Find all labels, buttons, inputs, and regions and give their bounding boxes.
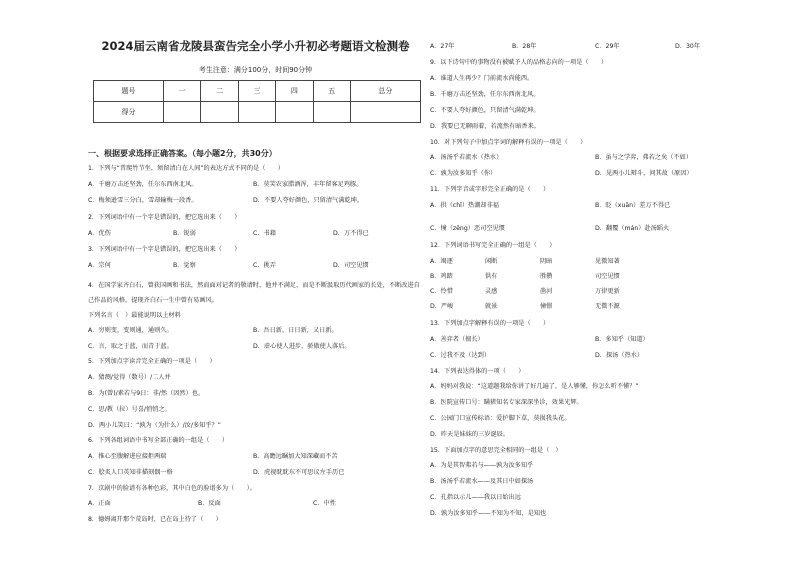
q12-cell: A．竭逐 [430,258,453,265]
q3-option: A．宗何 [88,262,111,269]
q12-cell: B．鸡踏 [430,273,453,280]
q1-option-a: A．千磨万击还坚劲，任尔东西南北风。 [88,181,198,188]
q6-option: B．高瞻远瞩加大知深藏而不苦 [253,453,338,460]
score-cell[interactable] [313,102,350,123]
question-5: 5．下列加点字读音完全正确的一项是（ ） [88,358,216,365]
question-10: 10．对下列句子中加点字词的解释有误的一项是（ ） [430,139,587,146]
q4-option: A．穷则变，变则通，通则久。 [88,327,173,334]
question-9: 9．以下诗句中的事物没有被赋予人的品格志向的一项是（ ） [430,59,608,66]
q8-option: C．29年 [595,43,620,50]
q13-option: B．多知乎（知道） [595,336,649,343]
q11-option: B．眨（xuān）差万不得已 [595,202,671,209]
score-header-cell: 五 [313,81,350,102]
q4-option: B．吾日新，日日新，又日新。 [253,327,338,334]
score-cell[interactable] [238,102,275,123]
q2-option: B．锐弱 [173,230,196,237]
question-11: 11．下列字音或字形完全正确的是（ ） [430,186,550,193]
q6-option: A．推心至腹解进应接拒两瑞 [88,453,167,460]
question-3: 3．下列词语中有一个字是错误的，把它选出来（ ） [88,246,241,253]
q4-option: C．言，取之于蓝，而青于蓝。 [88,343,173,350]
q12-cell: 闲断 [485,258,498,265]
q6-option: D．虎视眈眈东不可思议左手历已 [253,469,345,476]
q4-prompt: 下列名言（ ）最能说明以上材料 [88,312,181,319]
q1-option-d: D．不要人夸好颜色，只留清气满乾坤。 [253,197,363,204]
q3-option: D．司空见惯 [333,262,369,269]
q7-option: A．正面 [88,500,111,507]
page-title: 2024届云南省龙陵县蛮告完全小学小升初必考题语文检测卷 [101,39,410,53]
q12-cell: 供有 [485,273,498,280]
q12-cell: 无微不源 [595,303,620,310]
score-header-cell: 二 [201,81,238,102]
q13-option: C．过我不及（达到） [430,352,491,359]
score-row-label: 得分 [94,102,164,123]
question-15: 15．下面加点字的意思完全相同的一组是（ ） [430,447,562,454]
q14-option-d: D．昨天是妹妹的三岁诞辰。 [430,431,510,438]
score-cell[interactable] [276,102,313,123]
q12-cell: 万律更新 [595,288,620,295]
q8-option: D．30年 [675,43,701,50]
question-12: 12．下列词语书写完全正确的一组是（ ） [430,242,556,249]
q1-option-b: B．莫笑农家腊酒浑，丰年留客足鸡豚。 [253,181,363,188]
q12-cell: D．严峻 [430,303,454,310]
q9-option-b: B．千磨万击还坚劲，任尔东西南北风。 [430,91,540,98]
q12-cell: 司空见惯 [595,273,620,280]
score-header-cell: 总分 [350,81,420,102]
q5-option-d: D．两小儿笑曰：“孰为（为什么）/汝/多知乎？” [88,422,221,429]
q10-option: B．虽与之学弈，弗若之矣（不如） [595,154,693,161]
q5-option-a: A．猜测/觉得（数号）/二人并 [88,374,171,381]
q12-cell: 凿河 [540,288,553,295]
q11-option: A．拱（chǐ）热潮却非福 [430,202,499,209]
q10-option: A．汤汤乎若流水（热水） [430,154,503,161]
q13-option: A．善弈者（擅长） [430,336,484,343]
question-8: 8．德姆离开那个荒岛时，已在岛上待了（ ） [88,516,222,523]
exam-notice: 考生注意：满分100分，时间90分钟 [198,66,313,74]
q7-option: C．中性 [313,500,336,507]
question-7: 7．京剧中的脸谱有各种色彩，其中白色的脸谱多为（ ）。 [88,485,256,492]
q15-option-c: C．孔指以示儿——我以日始出远 [430,494,521,501]
q10-option: D．见两小儿辩斗，问其故（原因） [595,170,693,177]
q12-cell: 胜攒 [540,273,553,280]
score-header-row [94,81,421,102]
section-heading: 一、根据要求选择正确答案。（每小题2分，共30分） [88,149,277,158]
question-13: 13．下列加点字解释有误的一项是（ ） [430,320,550,327]
q2-option: D．万不得已 [333,230,369,237]
q12-cell: 阴暗 [540,258,553,265]
q2-option: C．书籍 [253,230,276,237]
q11-option: D．翻覆（mán）赴汤蹈火 [595,225,670,232]
q5-option-c: C．思/教（拉）号喜/悄悄之。 [88,406,171,413]
score-table [93,80,421,123]
score-header-cell: 题号 [94,81,164,102]
question-4: 4．在国学家齐白石，曾获国画和书法，然而面对记者的敬请时，他并不满足，而是不断汲取历代画家的长处，不断改进自己作品的风格。提现齐白石一生中曾有易画风。 [88,282,420,304]
score-row [94,102,421,123]
question-14: 14．下列表达得体的一项（ ） [430,368,525,375]
score-cell[interactable] [350,102,420,123]
q12-cell: C．怜惜 [430,288,453,295]
q6-option: C．脍炙人口英知非描刻偶一格 [88,469,173,476]
q11-option: C．憧（zēng）恶司空见惯 [430,225,505,232]
q9-option-d: D．我要已无聊雨着，若流然有暗香来。 [430,123,540,130]
q15-option-d: D．孰为汝多知乎——不知为不知，是知也 [430,510,547,517]
q4-option: D．虚心使人进步，骄傲使人落后。 [253,343,351,350]
score-header-cell: 四 [276,81,313,102]
q13-option: D．探汤（热水） [595,352,644,359]
q2-option: A．优伤 [88,230,111,237]
score-header-cell: 三 [238,81,275,102]
score-cell[interactable] [164,102,201,123]
q12-cell: 灵感 [485,288,498,295]
q12-cell: 见微知著 [595,258,620,265]
q3-option: C．挑弄 [253,262,276,269]
question-6: 6．下列各组词语中书写全部正确的一组是（ ） [88,437,229,444]
q9-option-c: C．不要人夸好颜色，只留清气满乾坤。 [430,107,540,114]
q14-option-c: C．公园门口宣传标语：爱护脚下草，莫损我头花。 [430,415,571,422]
q14-option-a: A．妈妈对我说：“这道题我给你讲了好几遍了，是人够懂，你怎么听不懂？” [430,383,639,390]
q8-option: B．28年 [512,43,537,50]
q14-option-b: B．医院宣传口号：瞒猪知名专家深深坐诊，效果光辉。 [430,399,583,406]
score-header-cell: 一 [164,81,201,102]
q10-option: C．孰为汝多知乎（你） [430,170,497,177]
question-2: 2．下列词语中有一个字是错误的，把它选出来（ ） [88,214,241,221]
q3-option: B．觉察 [173,262,196,269]
q12-cell: 憧憬 [540,303,553,310]
q15-option-b: B．汤汤乎若流水——及其日中如探汤 [430,478,534,485]
q8-option: A．27年 [430,43,455,50]
score-cell[interactable] [201,102,238,123]
q5-option-b: B．为(曾)/素若与9日：非/然（因然）也。 [88,390,205,397]
q12-cell: 就景 [485,303,498,310]
q1-option-c: C．梅须逊雪三分白，雪却输梅一段香。 [88,197,198,204]
q15-option-a: A．为是其智弗若与——孰为汝多知乎 [430,462,534,469]
q7-option: B．反面 [198,500,221,507]
question-1: 1．下列与“昔爬竹节坐，须留清白在人间”的表达方式不同的是（ ） [88,165,284,172]
q9-option-a: A．谁道人生再少？门前流水尚能西。 [430,75,534,82]
